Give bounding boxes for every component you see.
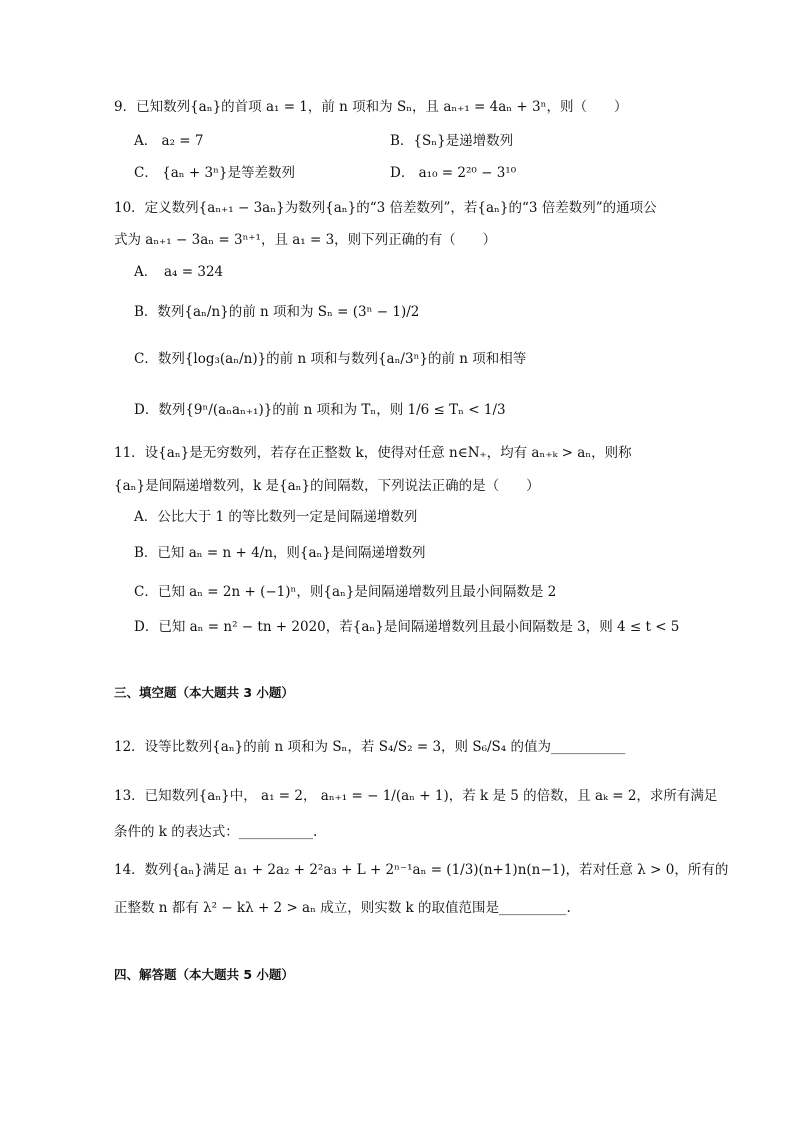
q9-option-b: B．{Sₙ}是递增数列 [390, 133, 514, 149]
q11-option-b: B．已知 aₙ = n + 4/n，则{aₙ}是间隔递增数列 [134, 545, 426, 561]
q11-option-c: C．已知 aₙ = 2n + (−1)ⁿ，则{aₙ}是间隔递增数列且最小间隔数是 2 [134, 584, 557, 600]
q11-option-d: D．已知 aₙ = n² − tn + 2020，若{aₙ}是间隔递增数列且最小间隔数是 3，则 4 ≤ t < 5 [134, 619, 680, 635]
section-heading-answer: 四、解答题（本大题共 5 小题） [114, 967, 294, 982]
q11-stem-line1: 11．设{aₙ}是无穷数列，若存在正整数 k，使得对任意 n∈N₊，均有 aₙ₊ₖ > aₙ，则称 [114, 445, 632, 461]
q11-option-a: A．公比大于 1 的等比数列一定是间隔递增数列 [134, 509, 418, 525]
q13-line2: 条件的 k 的表达式：___________. [114, 824, 318, 840]
q14-line1: 14．数列{aₙ}满足 a₁ + 2a₂ + 2²a₃ + L + 2ⁿ⁻¹aₙ = (1/3)(n+1)n(n−1)，若对任意 λ > 0，所有的 [114, 862, 729, 878]
q10-option-d: D．数列{9ⁿ/(aₙaₙ₊₁)}的前 n 项和为 Tₙ，则 1/6 ≤ Tₙ < 1/3 [134, 402, 506, 418]
q11-stem-line2: {aₙ}是间隔递增数列，k 是{aₙ}的间隔数，下列说法正确的是（ ） [114, 478, 540, 494]
q10-stem-line1: 10．定义数列{aₙ₊₁ − 3aₙ}为数列{aₙ}的“3 倍差数列”，若{aₙ}的“3 倍差数列”的通项公 [114, 200, 657, 216]
q10-option-c: C．数列{log₃(aₙ/n)}的前 n 项和与数列{aₙ/3ⁿ}的前 n 项和相等 [134, 351, 527, 367]
q10-stem-line2: 式为 aₙ₊₁ − 3aₙ = 3ⁿ⁺¹，且 a₁ = 3，则下列正确的有（ ） [114, 232, 497, 248]
q10-option-a: A． a₄ = 324 [134, 264, 224, 280]
section-heading-fill-in: 三、填空题（本大题共 3 小题） [114, 685, 294, 700]
q14-line2: 正整数 n 都有 λ² − kλ + 2 > aₙ 成立，则实数 k 的取值范围是__________. [114, 900, 571, 916]
q9-stem: 9．已知数列{aₙ}的首项 a₁ = 1，前 n 项和为 Sₙ，且 aₙ₊₁ = 4aₙ + 3ⁿ，则（ ） [114, 99, 628, 115]
q13-line1: 13．已知数列{aₙ}中， a₁ = 2， aₙ₊₁ = − 1/(aₙ + 1)，若 k 是 5 的倍数，且 aₖ = 2，求所有满足 [114, 788, 718, 804]
q12-text: 12．设等比数列{aₙ}的前 n 项和为 Sₙ，若 S₄/S₂ = 3，则 S₆/S₄ 的值为___________ [114, 739, 626, 755]
q9-option-a: A． a₂ = 7 [134, 133, 204, 149]
q9-option-d: D． a₁₀ = 2²⁰ − 3¹⁰ [390, 165, 517, 181]
q9-option-c: C． {aₙ + 3ⁿ}是等差数列 [134, 165, 296, 181]
q10-option-b: B．数列{aₙ/n}的前 n 项和为 Sₙ = (3ⁿ − 1)/2 [134, 304, 420, 320]
